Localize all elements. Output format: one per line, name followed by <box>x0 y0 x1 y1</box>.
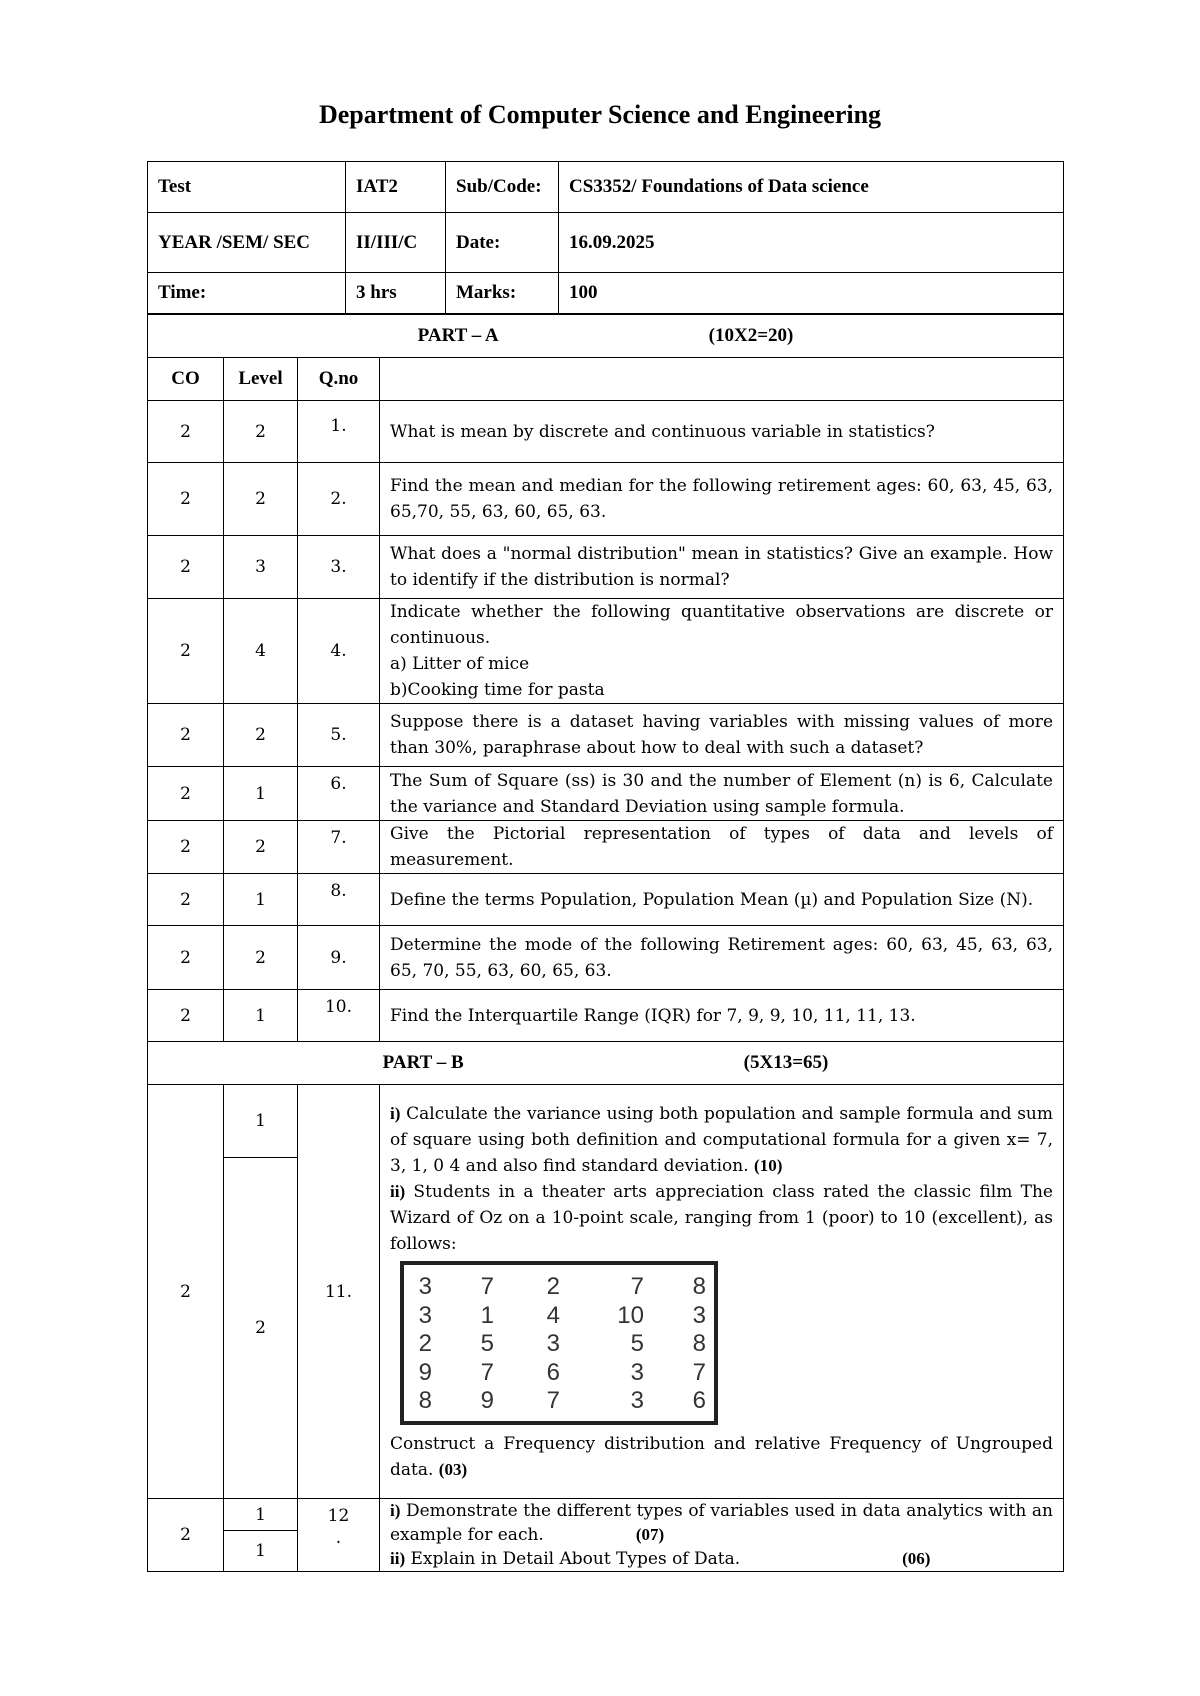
q12-i-label: i) <box>390 1501 401 1520</box>
q-co: 2 <box>148 874 224 926</box>
q12-part-ii <box>390 1547 1053 1571</box>
q11-number: 11. <box>298 1085 380 1499</box>
year-label: YEAR /SEM/ SEC <box>148 213 346 273</box>
q-level: 2 <box>224 401 298 463</box>
q11-i-text: Calculate the variance using both population and sample formula and sum of square using both definition and computational formula for a given x= 7, 3, 1, 0 4 and also find standard deviation. <box>390 1104 1053 1176</box>
rating-value: 3 <box>418 1273 432 1300</box>
ratings-image <box>400 1261 718 1425</box>
q-level: 1 <box>224 990 298 1042</box>
question-11-row <box>148 1085 1064 1499</box>
q-number: 8. <box>298 874 380 926</box>
exam-header-table <box>147 161 1064 314</box>
q-text: Find the Interquartile Range (IQR) for 7, 9, 9, 10, 11, 11, 13. <box>380 990 1064 1042</box>
rating-value: 9 <box>418 1358 432 1386</box>
marks-label: Marks: <box>446 273 559 314</box>
q-text: What is mean by discrete and continuous variable in statistics? <box>380 401 1064 463</box>
question-row <box>148 874 1064 926</box>
q-text: Suppose there is a dataset having variables with missing values of more than 30%, paraphrase about how to deal with such a dataset? <box>380 704 1064 767</box>
col-qno: Q.no <box>298 358 380 401</box>
rating-value: 1 <box>480 1301 494 1329</box>
question-row <box>148 401 1064 463</box>
q11-ii-label: ii) <box>390 1182 406 1201</box>
rating-value: 10 <box>617 1301 644 1329</box>
rating-value: 6 <box>692 1387 706 1414</box>
part-a-marks: (10X2=20) <box>708 325 794 346</box>
questions-table <box>147 314 1064 1572</box>
q12-i-text: Demonstrate the different types of variables used in data analytics with an example for each. <box>390 1501 1053 1545</box>
date-value: 16.09.2025 <box>559 213 1064 273</box>
q-level: 2 <box>224 704 298 767</box>
time-value: 3 hrs <box>346 273 446 314</box>
q11-text <box>380 1085 1064 1499</box>
rating-value: 2 <box>546 1273 560 1300</box>
q12-part-i <box>390 1499 1053 1547</box>
q-co: 2 <box>148 599 224 704</box>
q11-ii-tail-text: Construct a Frequency distribution and relative Frequency of Ungrouped data. <box>390 1434 1053 1480</box>
q11-ii-marks: (03) <box>438 1460 468 1479</box>
rating-value: 3 <box>546 1330 560 1357</box>
part-b-title: PART – B <box>382 1052 464 1073</box>
q-text-line: Indicate whether the following quantitative observations are discrete or continuous. <box>390 602 1053 648</box>
date-label: Date: <box>446 213 559 273</box>
q-co: 2 <box>148 401 224 463</box>
rating-value: 8 <box>692 1273 706 1300</box>
part-a-heading <box>148 315 1064 358</box>
q11-level-ii: 2 <box>255 1318 266 1338</box>
q11-level-i: 1 <box>224 1085 297 1158</box>
q-level: 2 <box>224 463 298 536</box>
part-b-heading <box>148 1042 1064 1085</box>
ratings-row <box>416 1330 706 1359</box>
q-level: 3 <box>224 536 298 599</box>
marks-value: 100 <box>559 273 1064 314</box>
rating-value: 8 <box>418 1387 432 1414</box>
q12-number <box>298 1499 380 1572</box>
question-row <box>148 926 1064 990</box>
q-co: 2 <box>148 821 224 874</box>
col-level: Level <box>224 358 298 401</box>
part-a-title: PART – A <box>417 325 499 346</box>
q-number: 10. <box>298 990 380 1042</box>
q-number: 4. <box>298 599 380 704</box>
q11-part-ii-tail <box>390 1431 1053 1483</box>
rating-value: 3 <box>418 1301 432 1329</box>
question-row <box>148 704 1064 767</box>
q-co: 2 <box>148 990 224 1042</box>
rating-value: 5 <box>630 1330 644 1357</box>
q12-number-a: 12 <box>327 1506 350 1526</box>
q-number: 7. <box>298 821 380 874</box>
q-text-line: b)Cooking time for pasta <box>390 680 605 700</box>
q11-i-marks: (10) <box>754 1156 783 1175</box>
q12-ii-marks: (06) <box>902 1549 931 1568</box>
q11-levels <box>224 1085 298 1499</box>
q-number: 6. <box>298 767 380 821</box>
q12-ii-text: Explain in Detail About Types of Data. <box>405 1549 741 1569</box>
question-row <box>148 767 1064 821</box>
col-co: CO <box>148 358 224 401</box>
part-b-marks: (5X13=65) <box>743 1052 829 1073</box>
q11-part-ii <box>390 1179 1053 1257</box>
rating-value: 5 <box>480 1330 494 1357</box>
test-label: Test <box>148 162 346 213</box>
q-co: 2 <box>148 704 224 767</box>
q-text: What does a "normal distribution" mean in statistics? Give an example. How to identify if the distribution is normal? <box>380 536 1064 599</box>
q11-ii-text: Students in a theater arts appreciation class rated the classic film The Wizard of Oz on a 10-point scale, ranging from 1 (poor) to 10 (excellent), as follows: <box>390 1182 1053 1254</box>
rating-value: 3 <box>630 1358 644 1386</box>
question-row <box>148 536 1064 599</box>
q-text: Give the Pictorial representation of types of data and levels of measurement. <box>380 821 1064 874</box>
q-text <box>380 599 1064 704</box>
question-12-row <box>148 1499 1064 1572</box>
rating-value: 6 <box>546 1358 560 1386</box>
q-level: 1 <box>224 874 298 926</box>
q12-text <box>380 1499 1064 1572</box>
question-row <box>148 990 1064 1042</box>
q-text: Find the mean and median for the following retirement ages: 60, 63, 45, 63, 65,70, 55, 63, 60, 65, 63. <box>380 463 1064 536</box>
question-row <box>148 463 1064 536</box>
time-label: Time: <box>148 273 346 314</box>
rating-value: 7 <box>480 1358 494 1386</box>
question-row <box>148 821 1064 874</box>
q-level: 2 <box>224 926 298 990</box>
test-value: IAT2 <box>346 162 446 213</box>
q-number: 2. <box>298 463 380 536</box>
q12-i-marks: (07) <box>635 1525 665 1544</box>
ratings-row <box>416 1387 706 1416</box>
ratings-row <box>416 1273 706 1302</box>
rating-value: 3 <box>692 1301 706 1329</box>
ratings-row <box>416 1359 706 1388</box>
question-row <box>148 599 1064 704</box>
q-level: 2 <box>224 821 298 874</box>
q12-co: 2 <box>148 1499 224 1572</box>
column-headers <box>148 358 1064 401</box>
q-co: 2 <box>148 926 224 990</box>
q-co: 2 <box>148 767 224 821</box>
rating-value: 8 <box>692 1330 706 1357</box>
q-level: 4 <box>224 599 298 704</box>
rating-value: 3 <box>630 1387 644 1414</box>
subcode-value: CS3352/ Foundations of Data science <box>559 162 1064 213</box>
q-co: 2 <box>148 463 224 536</box>
page-title: Department of Computer Science and Engineering <box>318 100 882 129</box>
q12-levels <box>224 1499 298 1572</box>
q-co: 2 <box>148 536 224 599</box>
rating-value: 7 <box>480 1273 494 1300</box>
q12-level-ii: 1 <box>255 1540 266 1561</box>
q12-number-b: . <box>335 1528 342 1548</box>
subcode-label: Sub/Code: <box>446 162 559 213</box>
q-text: The Sum of Square (ss) is 30 and the number of Element (n) is 6, Calculate the variance and Standard Deviation using sample formula. <box>380 767 1064 821</box>
ratings-row <box>416 1302 706 1331</box>
col-question <box>380 358 1064 401</box>
ratings-grid <box>416 1273 706 1416</box>
rating-value: 7 <box>692 1358 706 1386</box>
rating-value: 7 <box>630 1273 644 1300</box>
q-number: 3. <box>298 536 380 599</box>
rating-value: 7 <box>546 1387 560 1414</box>
year-value: II/III/C <box>346 213 446 273</box>
rating-value: 9 <box>480 1387 494 1414</box>
q-text: Define the terms Population, Population Mean (µ) and Population Size (N). <box>380 874 1064 926</box>
q11-i-label: i) <box>390 1104 401 1123</box>
q-text-line: a) Litter of mice <box>390 654 530 674</box>
rating-value: 4 <box>546 1301 560 1329</box>
q11-co: 2 <box>148 1085 224 1499</box>
q11-part-i <box>390 1101 1053 1179</box>
q-number: 5. <box>298 704 380 767</box>
q12-ii-label: ii) <box>390 1549 406 1568</box>
q-level: 1 <box>224 767 298 821</box>
q-number: 1. <box>298 401 380 463</box>
q-number: 9. <box>298 926 380 990</box>
q12-level-i: 1 <box>224 1500 297 1531</box>
q-text: Determine the mode of the following Retirement ages: 60, 63, 45, 63, 63, 65, 70, 55, 63, 60, 65, 63. <box>380 926 1064 990</box>
rating-value: 2 <box>418 1330 432 1357</box>
